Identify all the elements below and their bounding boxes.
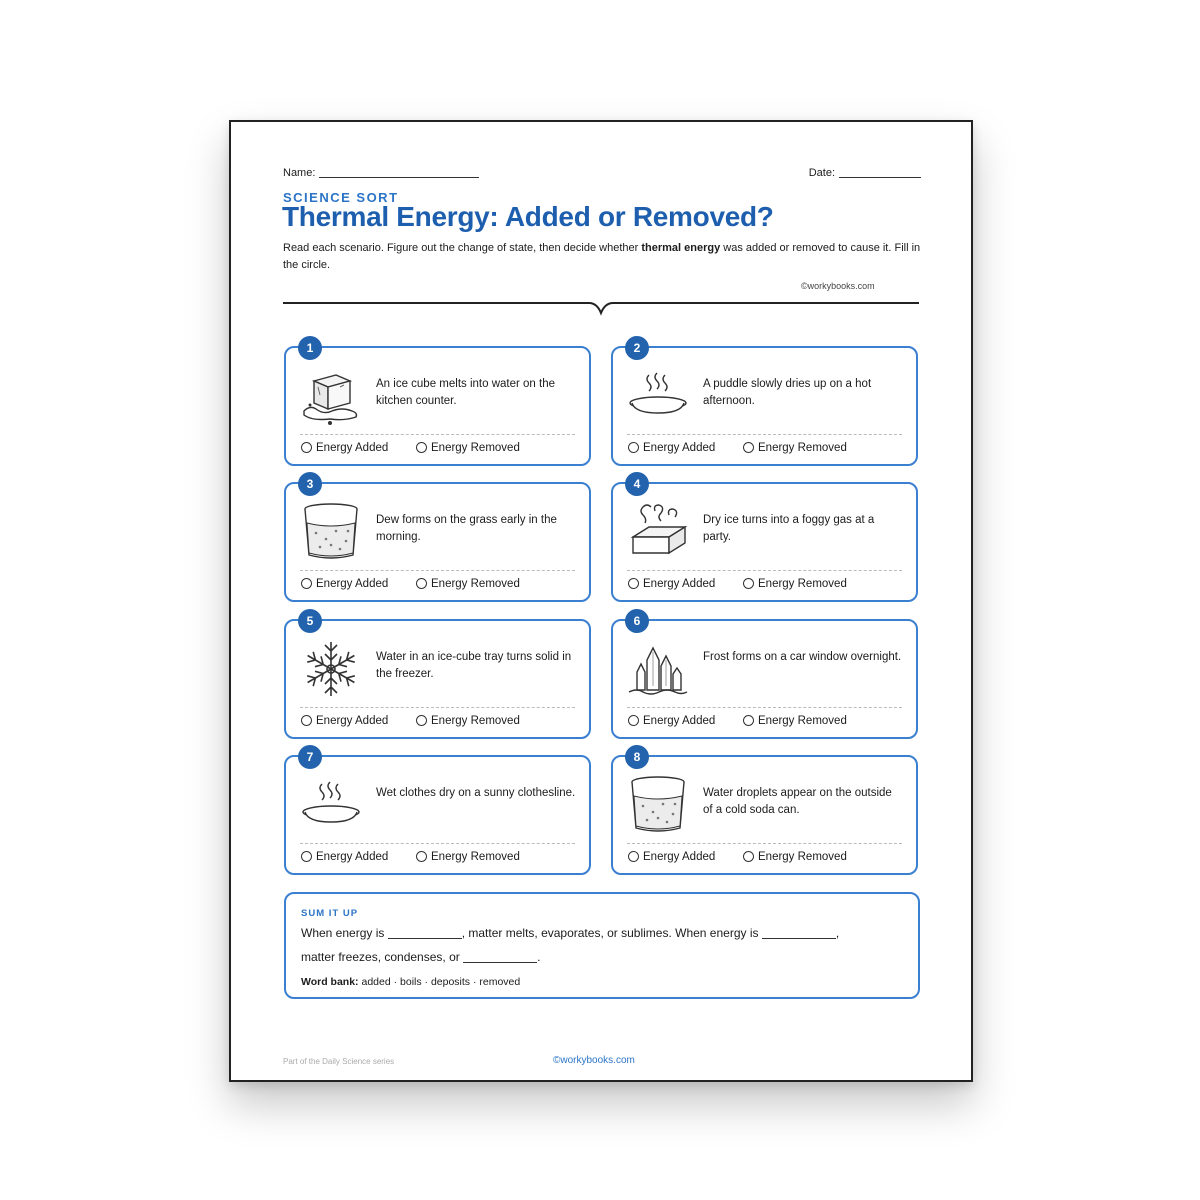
energy-removed-option[interactable] [743,715,847,727]
option-label: Energy Removed [431,442,520,454]
energy-removed-option[interactable] [743,851,847,863]
copyright-note: ©workybooks.com [801,281,875,291]
energy-removed-option[interactable] [416,578,520,590]
fill-blank-1[interactable] [388,938,462,939]
instructions-text-start: Read each scenario. Figure out the change of state, then decide whether [283,242,642,254]
instructions-bold-term: thermal energy [641,242,721,254]
section-divider [283,300,919,320]
radio-circle[interactable] [301,851,312,862]
card-number-badge: 4 [625,472,649,496]
dashed-separator [627,434,902,435]
dashed-separator [300,843,575,844]
date-blank[interactable] [839,177,921,178]
option-label: Energy Added [316,442,389,454]
dry-ice-block-icon [627,501,689,563]
option-label: Energy Removed [431,715,520,727]
energy-added-option[interactable] [628,578,715,590]
radio-circle[interactable] [416,715,427,726]
scenario-text: Water in an ice-cube tray turns solid in the freezer. [376,651,572,680]
scenario-card-4 [611,477,918,602]
option-label: Energy Added [316,578,389,590]
energy-added-option[interactable] [301,442,388,454]
energy-removed-option[interactable] [416,715,520,727]
scenario-card-3 [284,477,591,602]
dashed-separator [627,570,902,571]
radio-circle[interactable] [743,442,754,453]
option-label: Energy Removed [758,715,847,727]
card-number-badge: 2 [625,336,649,360]
scenario-card-5 [284,614,591,739]
radio-circle[interactable] [743,851,754,862]
word-bank-label: Word bank: [301,976,359,988]
dashed-separator [300,707,575,708]
option-label: Energy Removed [758,851,847,863]
card-number-badge: 1 [298,336,322,360]
energy-removed-option[interactable] [416,442,520,454]
scenario-text: Dew forms on the grass early in the morning. [376,514,557,543]
energy-added-option[interactable] [628,442,715,454]
option-label: Energy Added [643,578,716,590]
option-label: Energy Added [643,442,716,454]
fill-blank-3[interactable] [463,962,537,963]
radio-circle[interactable] [628,578,639,589]
steaming-dish-icon [300,774,362,836]
card-number-badge: 7 [298,745,322,769]
summary-line-1 [301,926,839,940]
scenario-text: A puddle slowly dries up on a hot afternoon. [703,378,872,407]
option-label: Energy Removed [758,578,847,590]
radio-circle[interactable] [628,442,639,453]
eyebrow-label: SCIENCE SORT [283,190,399,205]
option-label: Energy Added [316,851,389,863]
option-label: Energy Removed [758,442,847,454]
steaming-dish-icon [627,365,689,427]
energy-added-option[interactable] [301,715,388,727]
energy-added-option[interactable] [628,715,715,727]
energy-removed-option[interactable] [743,442,847,454]
radio-circle[interactable] [301,578,312,589]
radio-circle[interactable] [628,851,639,862]
card-number-badge: 6 [625,609,649,633]
scenario-text: An ice cube melts into water on the kitchen counter. [376,378,555,407]
sum-it-up-heading: SUM IT UP [301,908,359,919]
option-label: Energy Removed [431,851,520,863]
dashed-separator [627,843,902,844]
summary-text: , matter melts, evaporates, or sublimes. When energy is [461,926,759,940]
fill-blank-2[interactable] [762,938,836,939]
glass-of-water-icon [627,774,689,836]
scenario-card-1 [284,341,591,466]
summary-text: matter freezes, condenses, or [301,950,460,964]
radio-circle[interactable] [416,442,427,453]
energy-removed-option[interactable] [416,851,520,863]
frost-crystals-icon [627,638,689,700]
footer-website[interactable]: ©workybooks.com [553,1055,635,1066]
scenario-text: Frost forms on a car window overnight. [703,651,902,663]
dashed-separator [627,707,902,708]
energy-added-option[interactable] [301,851,388,863]
option-label: Energy Added [316,715,389,727]
dashed-separator [300,570,575,571]
option-label: Energy Added [643,715,716,727]
option-label: Energy Added [643,851,716,863]
scenario-text: Water droplets appear on the outside of a cold soda can. [703,787,892,816]
summary-line-2 [301,950,540,964]
radio-circle[interactable] [743,578,754,589]
radio-circle[interactable] [628,715,639,726]
radio-circle[interactable] [416,578,427,589]
radio-circle[interactable] [743,715,754,726]
name-field[interactable] [283,167,479,179]
scenario-text: Dry ice turns into a foggy gas at a party. [703,514,875,543]
sum-it-up-box [284,892,920,999]
radio-circle[interactable] [301,442,312,453]
instructions-text-end: was added or removed to cause it. Fill in the circle. [283,242,921,271]
name-label: Name: [283,167,316,179]
scenario-card-2 [611,341,918,466]
card-number-badge: 5 [298,609,322,633]
name-blank[interactable] [319,177,479,178]
option-label: Energy Removed [431,578,520,590]
scenario-text: Wet clothes dry on a sunny clothesline. [376,787,576,799]
summary-text: When energy is [301,926,385,940]
word-bank [301,976,520,988]
scenario-card-6 [611,614,918,739]
footer-series-note: Part of the Daily Science series [283,1057,395,1066]
card-number-badge: 8 [625,745,649,769]
scenario-card-7 [284,750,591,875]
scenario-card-8 [611,750,918,875]
energy-removed-option[interactable] [743,578,847,590]
dashed-separator [300,434,575,435]
date-label: Date: [808,167,835,179]
card-number-badge: 3 [298,472,322,496]
summary-text: . [537,950,541,964]
energy-added-option[interactable] [628,851,715,863]
summary-text: , [835,926,840,940]
radio-circle[interactable] [301,715,312,726]
glass-of-water-icon [300,501,362,563]
melting-ice-cube-icon [300,365,362,427]
date-field[interactable] [809,167,921,179]
energy-added-option[interactable] [301,578,388,590]
page-title: Thermal Energy: Added or Removed? [282,201,774,232]
worksheet-page [229,120,973,1082]
snowflake-icon [300,638,362,700]
radio-circle[interactable] [416,851,427,862]
instructions [283,240,923,274]
word-bank-words: added · boils · deposits · removed [361,976,521,988]
